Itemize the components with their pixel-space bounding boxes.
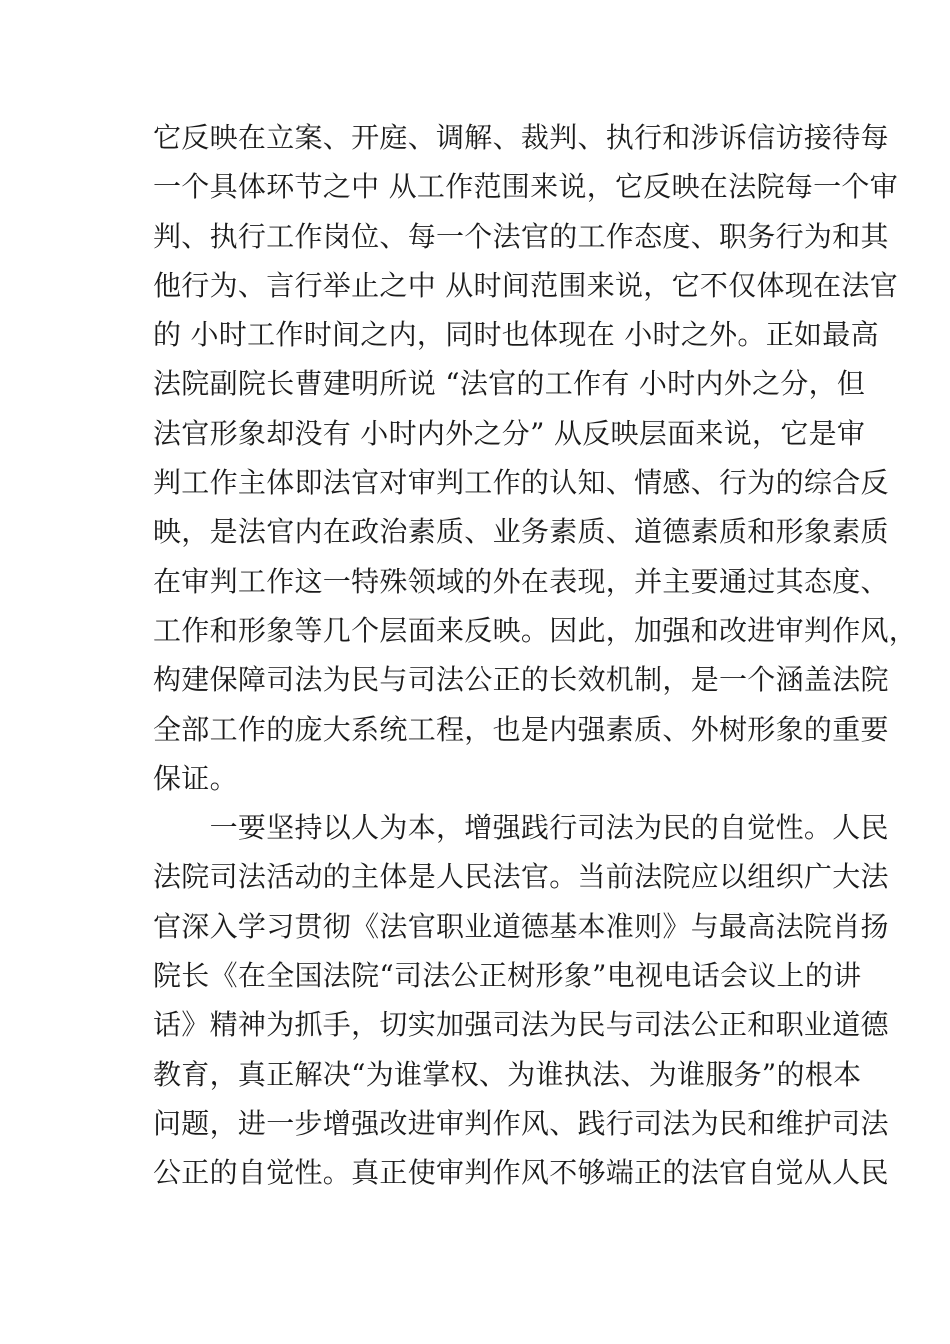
text-line: 在审判工作这一特殊领域的外在表现，并主要通过其态度、 bbox=[153, 564, 889, 598]
text-line: 全部工作的庞大系统工程，也是内强素质、外树形象的重要 bbox=[153, 712, 889, 746]
text-line: 工作和形象等几个层面来反映。因此，加强和改进审判作风， bbox=[153, 613, 918, 647]
text-line: 判、执行工作岗位、每一个法官的工作态度、职务行为和其 bbox=[153, 219, 889, 253]
text-line: 保证。 bbox=[153, 761, 238, 795]
text-line: 判工作主体即法官对审判工作的认知、情感、行为的综合反 bbox=[153, 466, 889, 500]
text-line: 官深入学习贯彻《法官职业道德基本准则》与最高法院肖扬 bbox=[153, 909, 889, 943]
text-line: 法院副院长曹建明所说 “法官的工作有 小时内外之分，但 bbox=[153, 367, 866, 401]
body-text bbox=[153, 113, 918, 1198]
text-line: 它反映在立案、开庭、调解、裁判、执行和涉诉信访接待每 bbox=[153, 121, 889, 154]
text-line: 教育，真正解决“为谁掌权、为谁执法、为谁服务”的根本 bbox=[153, 1057, 862, 1091]
text-line: 公正的自觉性。真正使审判作风不够端正的法官自觉从人民 bbox=[153, 1156, 889, 1190]
text-line: 一个具体环节之中 从工作范围来说，它反映在法院每一个审 bbox=[153, 170, 899, 204]
text-line: 法官形象却没有 小时内外之分” 从反映层面来说，它是审 bbox=[153, 416, 866, 450]
text-line: 法院司法活动的主体是人民法官。当前法院应以组织广大法 bbox=[153, 860, 889, 894]
text-line: 一要坚持以人为本，增强践行司法为民的自觉性。人民 bbox=[153, 811, 889, 845]
text-line: 映，是法官内在政治素质、业务素质、道德素质和形象素质 bbox=[153, 515, 889, 549]
text-line: 院长《在全国法院“司法公正树形象”电视电话会议上的讲 bbox=[153, 959, 862, 993]
text-line: 构建保障司法为民与司法公正的长效机制，是一个涵盖法院 bbox=[153, 663, 889, 697]
text-line: 他行为、言行举止之中 从时间范围来说，它不仅体现在法官 bbox=[153, 268, 899, 302]
text-line: 话》精神为抓手，切实加强司法为民与司法公正和职业道德 bbox=[153, 1008, 889, 1042]
text-line: 问题，进一步增强改进审判作风、践行司法为民和维护司法 bbox=[153, 1106, 889, 1140]
text-line: 的 小时工作时间之内，同时也体现在 小时之外。正如最高 bbox=[153, 318, 879, 352]
